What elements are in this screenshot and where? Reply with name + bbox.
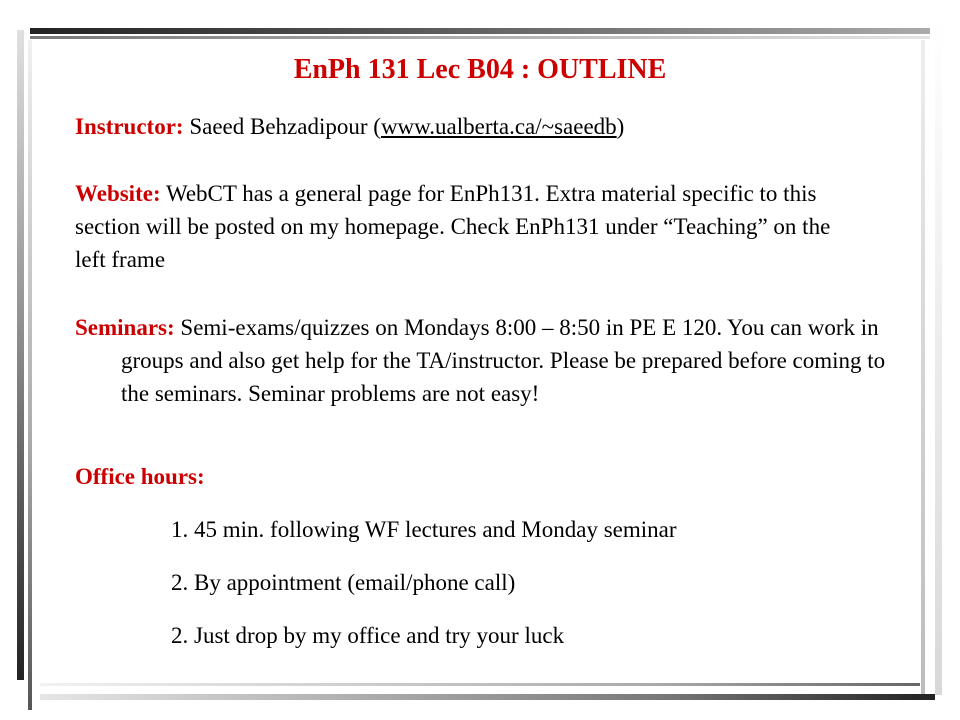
office-hours-label: Office hours: [75,464,205,489]
frame-top-bar [30,28,930,34]
homepage-link[interactable]: www.ualberta.ca/~saeedb [380,114,617,139]
office-hours-item: 1. 45 min. following WF lectures and Monday seminar [171,517,677,542]
office-hours-item: 2. Just drop by my office and try your luck [171,623,565,648]
frame-left-bar [17,30,24,680]
frame-bottom-bar-thin [40,683,920,686]
website-label: Website: [75,181,161,206]
seminars-paragraph [75,311,911,410]
frame-left-bar-thin [28,40,32,710]
frame-right-bar [935,20,942,695]
slide-title: EnPh 131 Lec B04 : OUTLINE [293,54,667,85]
seminars-label: Seminars: [75,315,175,340]
website-text: WebCT has a general page for EnPh131. Extra material specific to this section will be posted on my homepage. Check EnPh131 under “Teaching” on the left frame [75,181,831,272]
instructor-label: Instructor: [75,114,184,139]
instructor-line [75,110,865,143]
frame-right-bar-thin [921,40,925,700]
frame-top-bar-thin [30,36,930,39]
frame-bottom-bar [40,694,935,700]
office-hours-item: 2. By appointment (email/phone call) [171,570,516,595]
seminars-text: Semi-exams/quizzes on Mondays 8:00 – 8:50 in PE E 120. You can work in groups and also get help for the TA/instructor. Please be prepared before coming to the seminars. Seminar problems are not easy! [121,315,886,406]
office-hours-section [75,460,205,493]
instructor-close-paren: ) [616,114,625,139]
website-paragraph [75,177,865,276]
instructor-name: Saeed Behzadipour ( [189,114,381,139]
